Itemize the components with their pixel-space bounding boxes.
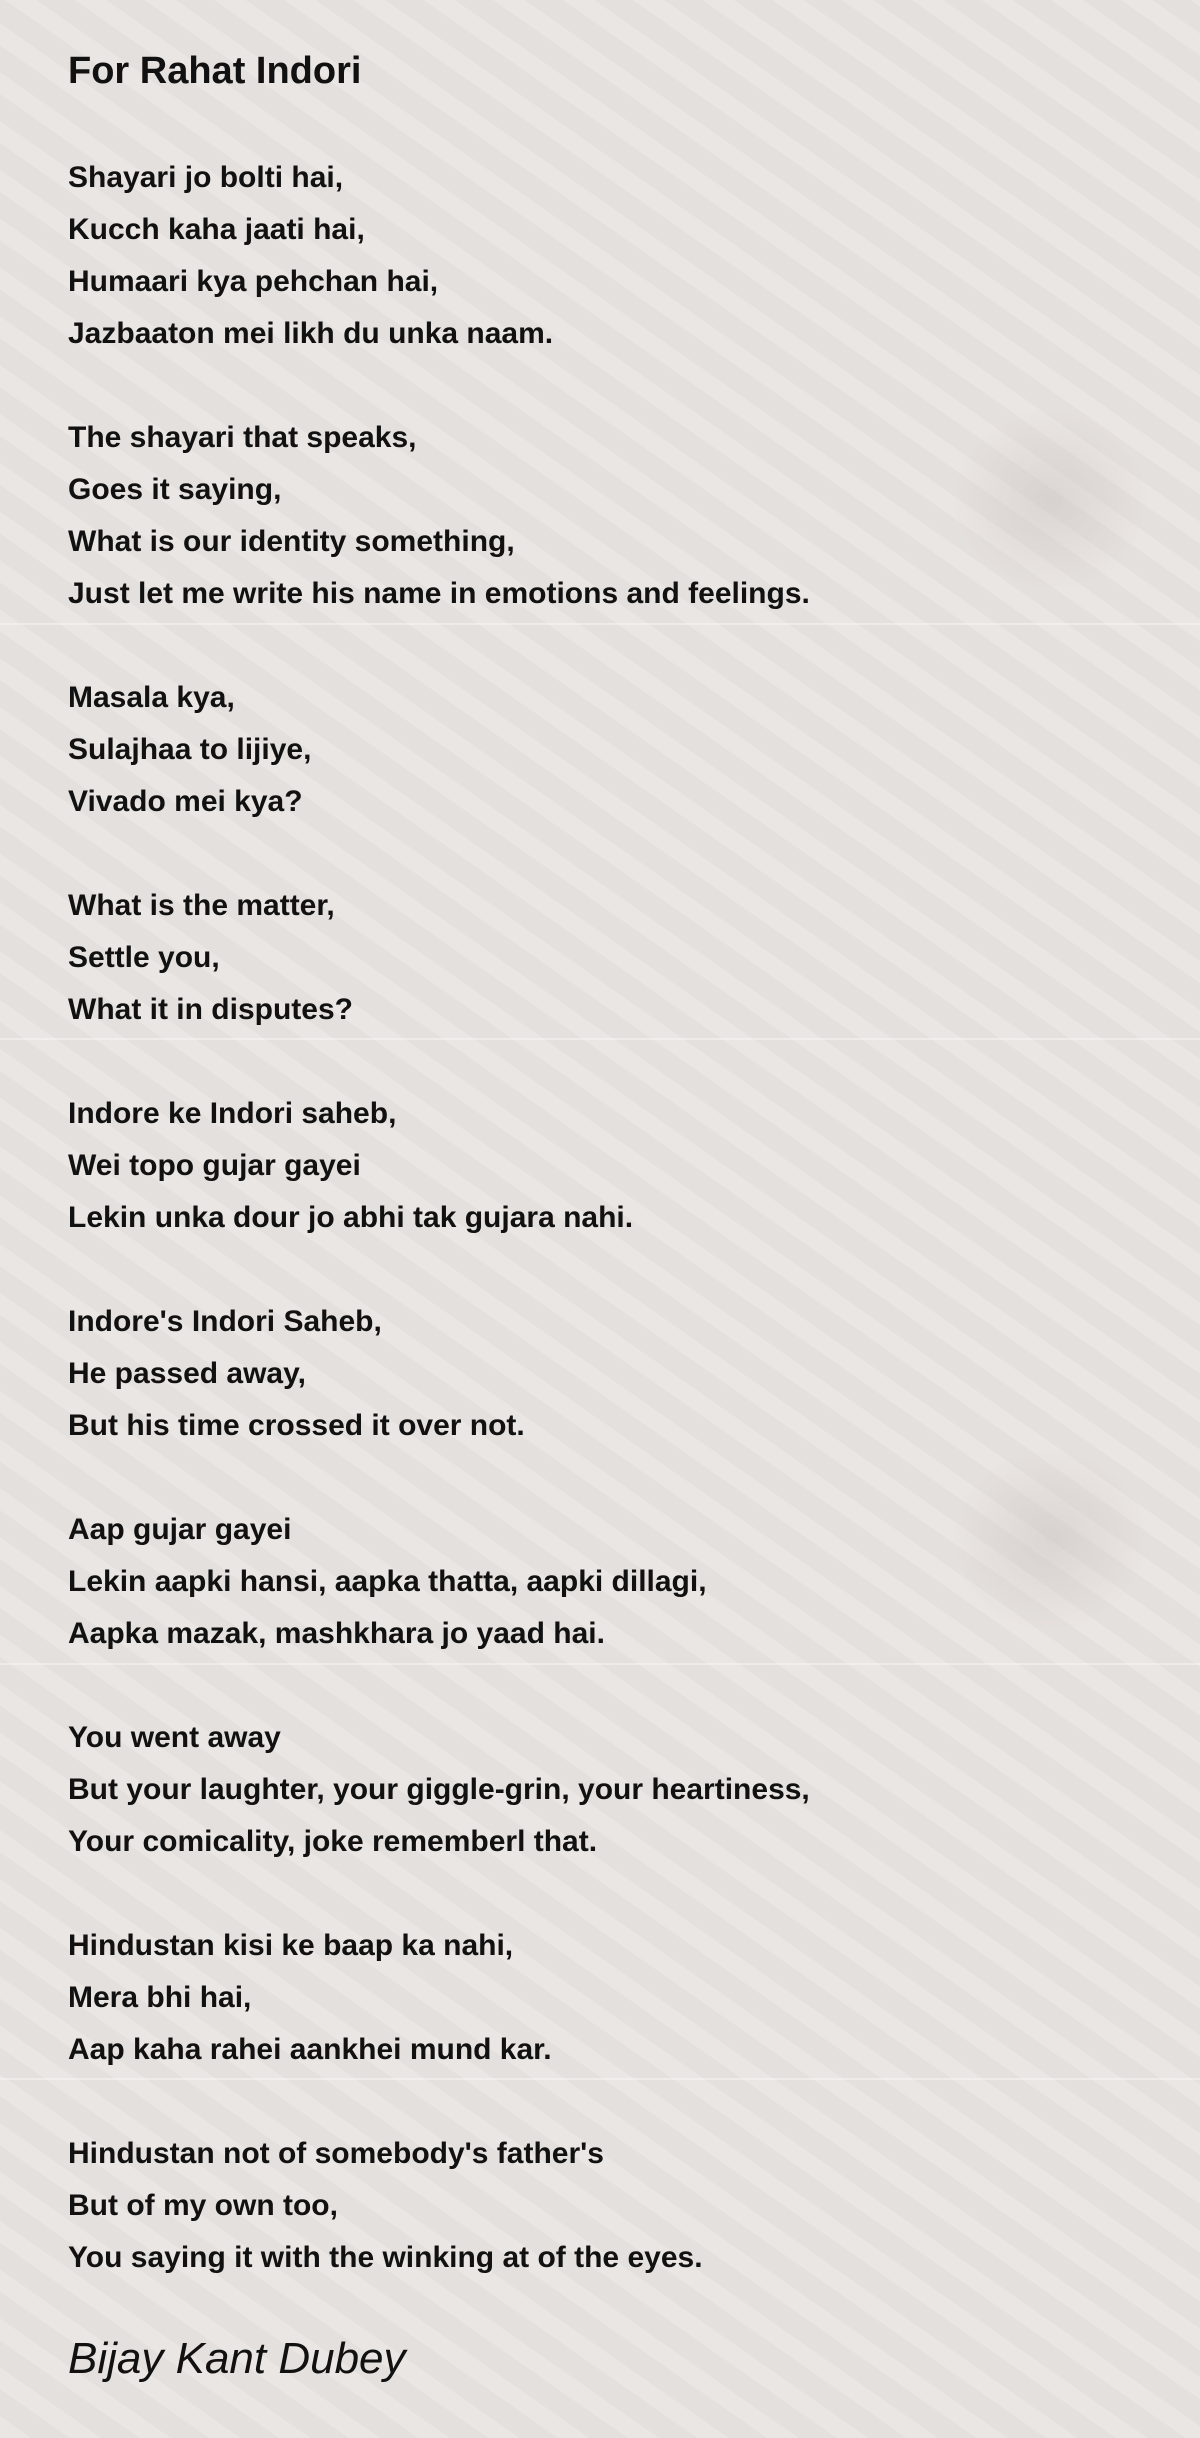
poem-line: But of my own too,	[68, 2189, 338, 2222]
poem-line: Aapka mazak, mashkhara jo yaad hai.	[68, 1617, 605, 1650]
stanza	[68, 1504, 1148, 1660]
poem-line: Wei topo gujar gayei	[68, 1149, 361, 1182]
stanza	[68, 2128, 1148, 2284]
poem-line: The shayari that speaks,	[68, 421, 417, 454]
poem-line: Humaari kya pehchan hai,	[68, 265, 439, 298]
poem-body	[68, 152, 1148, 2336]
poem-line: Vivado mei kya?	[68, 785, 303, 818]
poem-line: You saying it with the winking at of the eyes.	[68, 2241, 703, 2274]
stanza	[68, 672, 1148, 828]
poem-line: Goes it saying,	[68, 473, 282, 506]
poem-line: Your comicality, joke rememberl that.	[68, 1825, 598, 1858]
poem-line: He passed away,	[68, 1357, 306, 1390]
poem-line: Kucch kaha jaati hai,	[68, 213, 365, 246]
poem-line: Masala kya,	[68, 681, 235, 714]
poem-line: What is our identity something,	[68, 525, 515, 558]
poem-line: Just let me write his name in emotions and feelings.	[68, 577, 810, 610]
poem-line: Shayari jo bolti hai,	[68, 161, 344, 194]
poem-line: Mera bhi hai,	[68, 1981, 252, 2014]
poem-line: Lekin unka dour jo abhi tak gujara nahi.	[68, 1201, 634, 1234]
stanza	[68, 1296, 1148, 1452]
stanza	[68, 152, 1148, 360]
poem-author: Bijay Kant Dubey	[68, 2334, 406, 2383]
poem-line: What is the matter,	[68, 889, 335, 922]
stanza	[68, 1712, 1148, 1868]
poem-line: Jazbaaton mei likh du unka naam.	[68, 317, 554, 350]
poem-line: You went away	[68, 1721, 281, 1754]
poem-line: But your laughter, your giggle-grin, your heartiness,	[68, 1773, 810, 1806]
poem-line: Hindustan not of somebody's father's	[68, 2137, 604, 2170]
poem-page	[68, 0, 1148, 2438]
poem-line: Aap kaha rahei aankhei mund kar.	[68, 2033, 552, 2066]
poem-line: Aap gujar gayei	[68, 1513, 292, 1546]
poem-line: Indore's Indori Saheb,	[68, 1305, 382, 1338]
stanza	[68, 1920, 1148, 2076]
stanza	[68, 1088, 1148, 1244]
stanza	[68, 412, 1148, 620]
poem-line: Sulajhaa to lijiye,	[68, 733, 312, 766]
stanza	[68, 880, 1148, 1036]
poem-line: What it in disputes?	[68, 993, 353, 1026]
poem-line: Settle you,	[68, 941, 220, 974]
poem-line: But his time crossed it over not.	[68, 1409, 525, 1442]
poem-line: Lekin aapki hansi, aapka thatta, aapki dillagi,	[68, 1565, 707, 1598]
poem-line: Indore ke Indori saheb,	[68, 1097, 397, 1130]
poem-title: For Rahat Indori	[68, 50, 362, 92]
poem-line: Hindustan kisi ke baap ka nahi,	[68, 1929, 514, 1962]
